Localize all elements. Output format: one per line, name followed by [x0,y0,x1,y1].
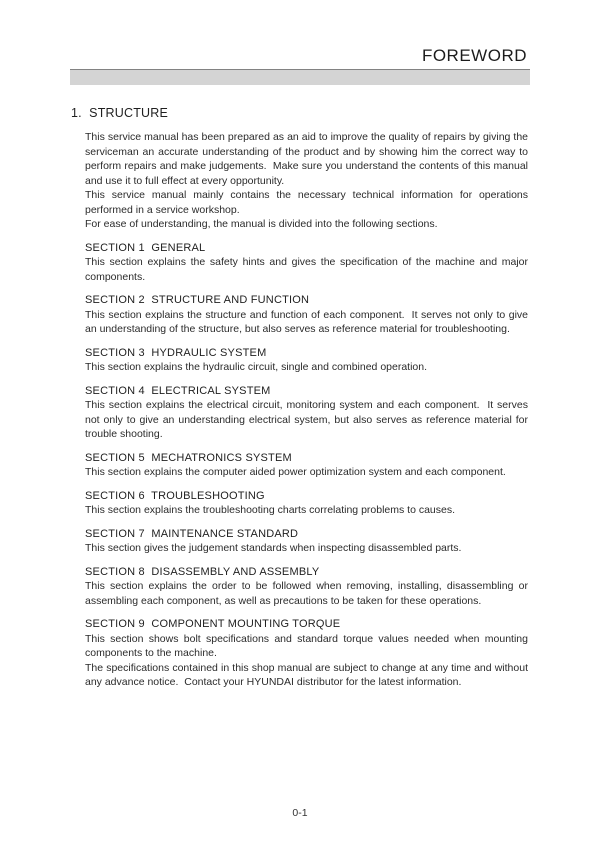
structure-heading: 1. STRUCTURE [71,106,169,120]
section-heading-8: SECTION 8 DISASSEMBLY AND ASSEMBLY [85,565,320,578]
section-heading-6: SECTION 6 TROUBLESHOOTING [85,489,265,502]
section-body-4: This section explains the electrical circuit, monitoring system and each component. It serves not only to give an understanding electrical system, but also serves as reference material for trouble shooting. [85,399,528,440]
section-heading-1: SECTION 1 GENERAL [85,241,206,254]
section-heading-9: SECTION 9 COMPONENT MOUNTING TORQUE [85,618,341,630]
section-block-6 [85,489,528,518]
section-body-3: This section explains the hydraulic circuit, single and combined operation. [85,361,428,373]
section-heading-4: SECTION 4 ELECTRICAL SYSTEM [85,384,271,397]
section-block-4 [85,384,528,442]
section-block-7 [85,527,528,556]
section-body-8: This section explains the order to be followed when removing, installing, disassembling or assembling each component, as well as precautions to be taken for these operations. [85,580,528,607]
content-body [85,130,528,690]
closing-paragraph: The specifications contained in this shop manual are subject to change at any time and without any advance notice. Contact your HYUNDAI distributor for the latest information. [85,661,528,688]
section-heading-5: SECTION 5 MECHATRONICS SYSTEM [85,451,292,464]
section-body-1: This section explains the safety hints and gives the specification of the machine and major components. [85,256,528,283]
section-body-2: This section explains the structure and function of each component. It serves not only to give an understanding of the structure, but also serves as reference material for troubleshooting. [85,308,528,335]
section-block-5 [85,451,528,480]
header-rule-bar [70,69,530,85]
section-body-7: This section gives the judgement standards when inspecting disassembled parts. [85,542,462,554]
page-footer [0,807,600,819]
section-body-5: This section explains the computer aided power optimization system and each component. [85,466,506,478]
intro-paragraph-1: This service manual has been prepared as an aid to improve the quality of repairs by giving the serviceman an accurate understanding of the product and by showing him the correct way to perform repairs and make judgements. Make sure you understand the contents of this manual and use it to full effect at every opportunity. [85,131,528,187]
section-block-1 [85,241,528,285]
section-body-9: This section shows bolt specifications and standard torque values needed when mounting components to the machine. [85,632,528,659]
section-body-6: This section explains the troubleshooting charts correlating problems to causes. [85,504,456,516]
section-block-9 [85,617,528,661]
section-block-2 [85,293,528,337]
section-block-8 [85,565,528,609]
page-number: 0-1 [292,807,308,819]
section-heading-2: SECTION 2 STRUCTURE AND FUNCTION [85,294,310,306]
intro-paragraph-3: For ease of understanding, the manual is divided into the following sections. [85,218,438,230]
section-block-3 [85,346,528,375]
section-heading-7: SECTION 7 MAINTENANCE STANDARD [85,527,299,540]
section-heading-3: SECTION 3 HYDRAULIC SYSTEM [85,346,267,359]
intro-paragraph-2: This service manual mainly contains the necessary technical information for operations performed in a service workshop. [85,189,528,216]
page-title: FOREWORD [421,46,527,65]
